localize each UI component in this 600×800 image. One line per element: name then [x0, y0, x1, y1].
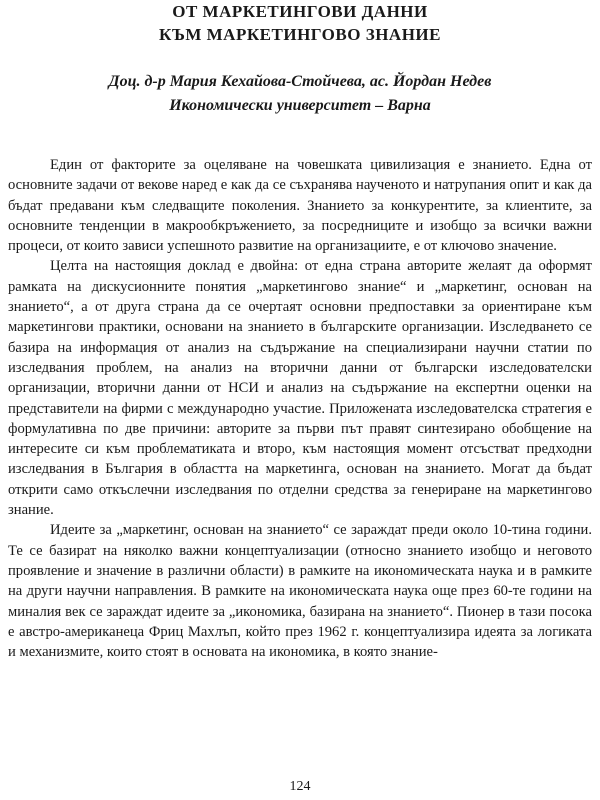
paragraph-3: Идеите за „маркетинг, основан на знанието“ се зараждат преди около 10-тина години. Те се базират на няколко важни концептуализации (относно знанието изобщо и неговото проявление и значение в различни области) в рамките на икономическата наука и в рамките на други научни направления. В рамките на икономическата наука още през 60-те години на миналия век се зараждат идеите за „икономика, базирана на знанието“. Пионер в тази посока е австро-американеца Фриц Махлъп, който през 1962 г. концептуализира идеята за логиката и механизмите, които стоят в основата на икономика, в която знание- [8, 522, 592, 661]
body-text [8, 155, 592, 662]
title-line-2: КЪМ МАРКЕТИНГОВО ЗНАНИЕ [159, 25, 441, 44]
author-affiliation: Икономически университет – Варна [169, 97, 431, 114]
paragraph-1: Един от факторите за оцеляване на човешката цивилизация е знанието. Една от основните задачи от векове наред е как да се съхранява наученото и натрупания опит и как да бъдат предавани към следващите поколения. Знанието за конкурентите, за клиентите, за основните тенденции в макрообкръжението, за посредниците и изобщо за всички важни процеси, от които зависи успешното развитие на организациите, е от ключово значение. [8, 157, 592, 255]
paragraph-2: Целта на настоящия доклад е двойна: от една страна авторите желаят да оформят рамката на дискусионните понятия „маркетингово знание“ и „маркетинг, основан на знанието“, а от друга страна да се очертаят основни предпоставки за ориентиране към маркетингови практики, основани на знанието в българските организации. Изследването се базира на информация от анализ на съдържание на специализирани научни статии по изследвания проблем, на анализ на вторични данни от български изследователски организации, вторични данни от НСИ и анализ на съдържание на експертни оценки на представители на фирми с международно участие. Приложената изследователска стратегия е формулативна по две причини: авторите за първи път правят синтезирано обобщение на интересите си към проблематиката и второ, към настоящия момент отсъстват предходни изследвания в България в областта на маркетинга, основан на знанието. Могат да бъдат открити само откъслечни изследвания по отделни средства за генериране на маркетингово знание. [8, 258, 592, 519]
author-block [0, 70, 600, 118]
page-number: 124 [289, 779, 311, 794]
paper-title [0, 0, 600, 46]
author-names: Доц. д-р Мария Кехайова-Стойчева, ас. Йордан Недев [108, 73, 492, 90]
title-line-1: ОТ МАРКЕТИНГОВИ ДАННИ [172, 2, 428, 21]
